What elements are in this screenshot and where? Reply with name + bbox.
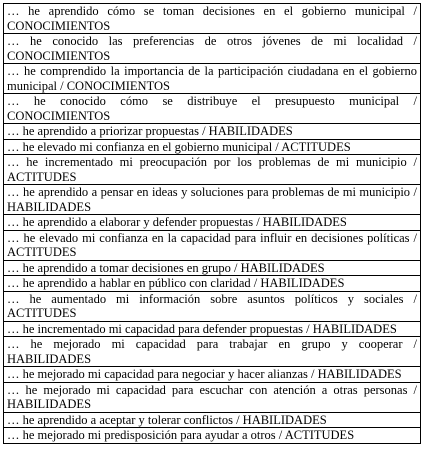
- table-row: [4, 367, 421, 383]
- table-row: [4, 291, 421, 321]
- item-cell: … he comprendido la importancia de la participación ciudadana en el gobierno municipal / CONOCIMIENTOS: [4, 64, 421, 94]
- item-cell: … he aprendido a aceptar y tolerar conflictos / HABILIDADES: [4, 412, 421, 428]
- item-cell: … he aprendido a priorizar propuestas / HABILIDADES: [4, 124, 421, 140]
- item-cell: … he mejorado mi capacidad para negociar y hacer alianzas / HABILIDADES: [4, 367, 421, 383]
- item-cell: … he elevado mi confianza en el gobierno municipal / ACTITUDES: [4, 139, 421, 155]
- item-cell: … he aumentado mi información sobre asuntos políticos y sociales / ACTITUDES: [4, 291, 421, 321]
- table-row: [4, 215, 421, 231]
- item-cell: … he aprendido a tomar decisiones en grupo / HABILIDADES: [4, 260, 421, 276]
- table-row: [4, 260, 421, 276]
- item-cell: … he elevado mi confianza en la capacidad para influir en decisiones políticas / ACTITUDES: [4, 230, 421, 260]
- item-cell: … he mejorado mi predisposición para ayudar a otros / ACTITUDES: [4, 428, 421, 444]
- item-cell: … he aprendido a hablar en público con claridad / HABILIDADES: [4, 276, 421, 292]
- table-row: [4, 34, 421, 64]
- table-row: [4, 94, 421, 124]
- table-row: [4, 185, 421, 215]
- items-table: [3, 3, 421, 444]
- table-row: [4, 321, 421, 337]
- table-row: [4, 382, 421, 412]
- item-cell: … he mejorado mi capacidad para escuchar con atención a otras personas / HABILIDADES: [4, 382, 421, 412]
- table-row: [4, 412, 421, 428]
- item-cell: … he aprendido a pensar en ideas y soluciones para problemas de mi municipio / HABILIDADES: [4, 185, 421, 215]
- table-row: [4, 139, 421, 155]
- table-row: [4, 276, 421, 292]
- item-cell: … he aprendido a elaborar y defender propuestas / HABILIDADES: [4, 215, 421, 231]
- item-cell: … he conocido las preferencias de otros jóvenes de mi localidad / CONOCIMIENTOS: [4, 34, 421, 64]
- table-row: [4, 337, 421, 367]
- item-cell: … he incrementado mi preocupación por los problemas de mi municipio / ACTITUDES: [4, 155, 421, 185]
- item-cell: … he aprendido cómo se toman decisiones en el gobierno municipal / CONOCIMIENTOS: [4, 4, 421, 34]
- table-row: [4, 428, 421, 444]
- table-row: [4, 124, 421, 140]
- table-row: [4, 230, 421, 260]
- item-cell: … he conocido cómo se distribuye el presupuesto municipal / CONOCIMIENTOS: [4, 94, 421, 124]
- item-cell: … he mejorado mi capacidad para trabajar en grupo y cooperar / HABILIDADES: [4, 337, 421, 367]
- item-cell: … he incrementado mi capacidad para defender propuestas / HABILIDADES: [4, 321, 421, 337]
- table-row: [4, 155, 421, 185]
- table-row: [4, 4, 421, 34]
- table-row: [4, 64, 421, 94]
